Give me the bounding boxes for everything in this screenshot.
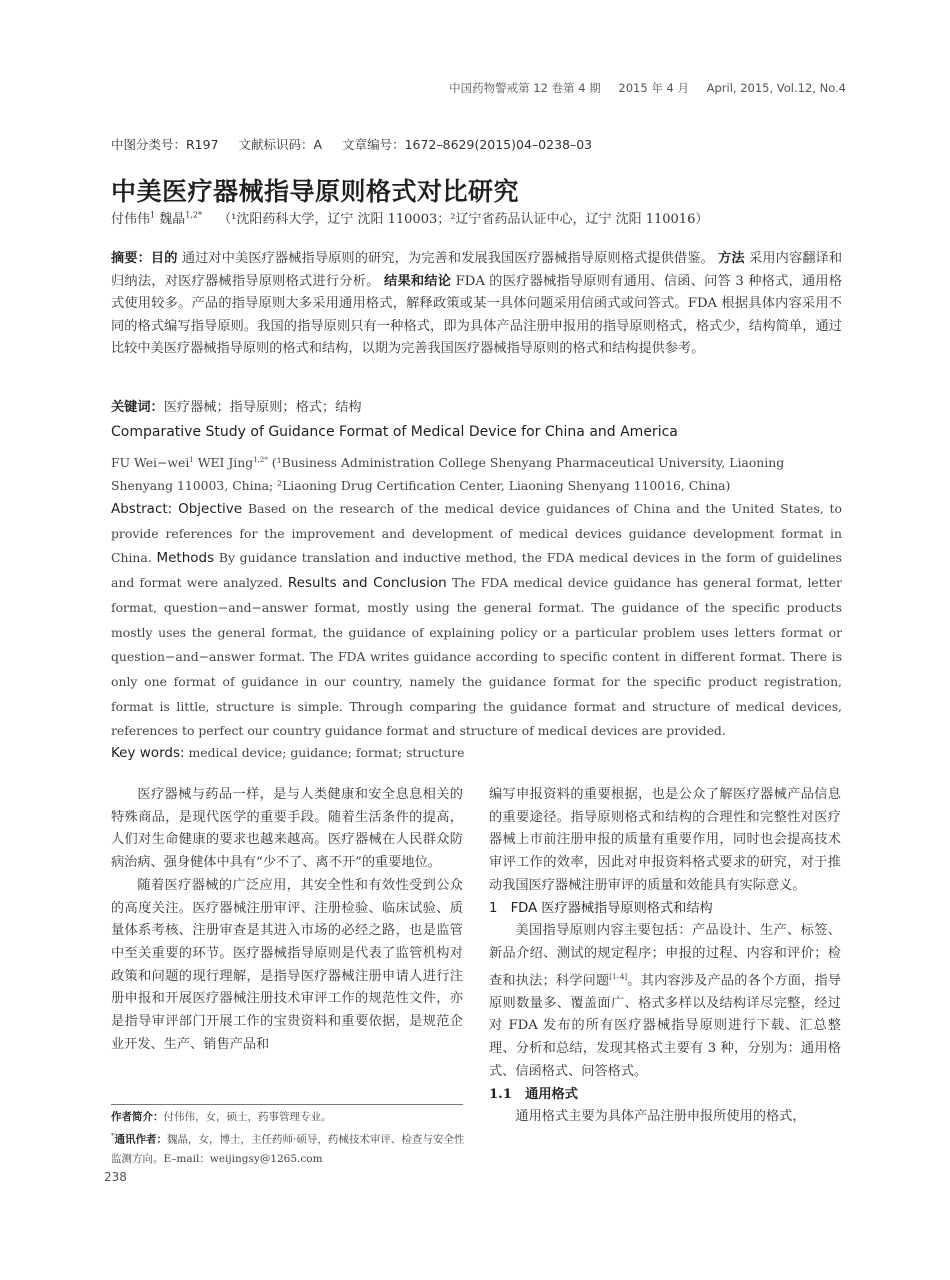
author-sup: 1,2*: [253, 456, 268, 464]
methods-label: 方法: [718, 251, 745, 266]
abstract-en: [111, 497, 842, 744]
body-column-right: [489, 784, 841, 1129]
results-label: Results and Conclusion: [287, 575, 447, 592]
footnote-text: 付伟伟，女，硕士，药事管理专业。: [163, 1111, 332, 1123]
objective-label: Objective: [178, 501, 243, 517]
results-label: 结果和结论: [384, 273, 452, 289]
paragraph-text: 美国指导原则内容主要包括：产品设计、生产、标签、新品介绍、测试的规定程序；申报的过程、内容和评价；检查和执法；科学问题: [489, 923, 841, 989]
footnote-label: 作者简介：: [111, 1111, 164, 1123]
classification-line: [111, 135, 592, 153]
running-header: [449, 80, 846, 96]
article-title-cn: 中美医疗器械指导原则格式对比研究: [111, 177, 520, 206]
issue-date-cn: 2015 年 4 月: [618, 81, 689, 95]
body-paragraph: [489, 920, 841, 1083]
results-text: The FDA medical device guidance has general format, letter format, question−and−answer format, mostly using the general format. The guidance of the specific products mostly uses the general format, the guidance of explaining policy or a particular problem uses letters format or question−and−answer format. The FDA writes guidance according to specific content in different format. There is only one format of guidance in our country, namely the guidance format for the specific product registration, format is little, structure is simple. Through comparing the guidance format and structure of medical devices, references to perfect our country guidance format and structure of medical devices are provided.: [111, 575, 842, 739]
authors-cn: [111, 208, 708, 227]
abstract-cn: [111, 248, 842, 361]
keywords-label: 关键词：: [111, 400, 164, 415]
subsection-heading: 1.1 通用格式: [489, 1086, 578, 1102]
article-title-en: Comparative Study of Guidance Format of Medical Device for China and America: [111, 424, 678, 440]
methods-text: 采用内容翻译和归纳法，对医疗器械指导原则格式进行分析。: [111, 251, 843, 289]
article-number: 文章编号：1672–8629(2015)04–0238–03: [342, 137, 593, 152]
reference-marker: [1–4]: [609, 972, 628, 981]
keywords-en: [111, 745, 464, 761]
methods-label: Methods: [156, 550, 215, 567]
clc-number: 中图分类号：R197: [111, 137, 219, 152]
keywords-value: 医疗器械；指导原则；格式；结构: [163, 400, 362, 415]
body-paragraph: 医疗器械与药品一样，是与人类健康和安全息息相关的特殊商品，是现代医学的重要手段。随着生活条件的提高，人们对生命健康的要求也越来越高。医疗器械在人民群众防病治病、强身健体中具有“少不了、离不开”的重要地位。: [111, 787, 463, 871]
footnotes: [111, 1108, 471, 1169]
author-name: 魏晶: [159, 212, 186, 227]
author-name: FU Wei−wei: [111, 455, 190, 471]
abstract-label: Abstract:: [111, 501, 173, 517]
author-sup: 1: [150, 210, 156, 220]
document-code: 文献标识码：A: [238, 137, 323, 152]
affiliation-en: (¹Business Administration College Shenyang Pharmaceutical University, Liaoning Shenyang 110003, China; ²Liaoning Drug Certification Center, Liaoning Shenyang 110016, China): [111, 455, 785, 494]
keywords-label: Key words:: [111, 745, 185, 761]
section-heading: 1 FDA 医疗器械指导原则格式和结构: [489, 900, 713, 916]
footnote-text: 魏晶，女，博士，主任药师·硕导，药械技术审评、检查与安全性监测方向。E–mail：weijingsy@1265.com: [111, 1133, 465, 1165]
body-paragraph: 编写申报资料的重要根据，也是公众了解医疗器械产品信息的重要途径。指导原则格式和结构的合理性和完整性对医疗器械上市前注册申报的质量有重要作用，同时也会提高技术审评工作的效率，因此对申报资料格式要求的研究，对于推动我国医疗器械注册审评的质量和效能具有实际意义。: [489, 787, 841, 893]
footnote-mark: *: [111, 1132, 115, 1140]
author-name: 付伟伟: [111, 212, 151, 227]
body-column-left: [111, 784, 463, 1056]
objective-text: Based on the research of the medical device guidances of China and the United States, to provide references for the improvement and development of medical devices guidance development format in China.: [111, 501, 842, 566]
journal-name: 中国药物警戒第 12 卷第 4 期: [449, 81, 601, 95]
corresponding-footnote: [111, 1127, 471, 1169]
keywords-value: medical device; guidance; format; structure: [188, 745, 465, 760]
affiliation-cn: （¹沈阳药科大学，辽宁 沈阳 110003；²辽宁省药品认证中心，辽宁 沈阳 110016）: [218, 212, 709, 227]
methods-text: By guidance translation and inductive method, the FDA medical devices in the form of guidelines and format were analyzed.: [111, 550, 842, 591]
issue-date-en: April, 2015, Vol.12, No.4: [706, 81, 846, 95]
paragraph-text: 。其内容涉及产品的各个方面，指导原则数量多、覆盖面广、格式多样以及结构详尽完整，经过对 FDA 发布的所有医疗器械指导原则进行下载、汇总整理、分析和总结，发现其格式主要有 3 种，分别为：通用格式、信函格式、问答格式。: [489, 973, 842, 1079]
abstract-label: 摘要：: [111, 251, 151, 266]
objective-text: 通过对中美医疗器械指导原则的研究，为完善和发展我国医疗器械指导原则格式提供借鉴。: [181, 251, 714, 266]
keywords-cn: [111, 396, 362, 415]
body-paragraph: 随着医疗器械的广泛应用，其安全性和有效性受到公众的高度关注。医疗器械注册审评、注册检验、临床试验、质量体系考核、注册审查是其进入市场的必经之路，也是监管中至关重要的环节。医疗器械指导原则是代表了监管机构对政策和问题的现行理解，是指导医疗器械注册申请人进行注册申报和开展医疗器械注册技术审评工作的规范性文件，亦是指导审评部门开展工作的宝贵资料和重要依据，是规范企业开发、生产、销售产品和: [111, 877, 463, 1052]
footnote-label: 通讯作者：: [114, 1133, 167, 1146]
authors-en: [111, 449, 842, 497]
author-footnote: [111, 1108, 471, 1127]
results-text: FDA 的医疗器械指导原则有通用、信函、问答 3 种格式，通用格式使用较多。产品的指导原则大多采用通用格式，解释政策或某一具体问题采用信函式或问答式。FDA 根据具体内容采用不同的格式编写指导原则。我国的指导原则只有一种格式，即为具体产品注册申报用的指导原则格式，格式少，结构简单，通过比较中美医疗器械指导原则的格式和结构，以期为完善我国医疗器械指导原则的格式和结构提供参考。: [111, 273, 843, 357]
footnote-divider: [111, 1104, 463, 1105]
body-paragraph: 通用格式主要为具体产品注册申报所使用的格式，: [515, 1109, 806, 1125]
author-name: WEI Jing: [197, 455, 254, 471]
author-sup: 1: [189, 456, 194, 464]
page-number: 238: [104, 1170, 127, 1184]
objective-label: 目的: [150, 251, 178, 266]
author-sup: 1,2*: [185, 210, 202, 220]
